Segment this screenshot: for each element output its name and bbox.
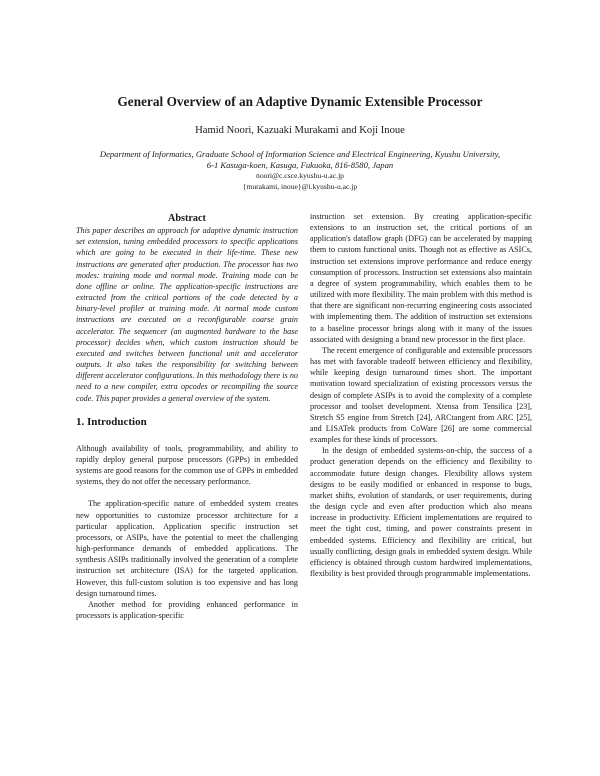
intro-paragraph-2: The application-specific nature of embedded system creates new opportunities to customize processor architecture for a particular application. Application specific instruction set processors, or ASIPs, have the potential to meet the challenging high-performance demands of embedded applications. The synthesis ASIPs traditionally involved the generation of a complete instruction set architecture (ISA) for the targeted application. However, this full-custom solution is too expensive and has long design turnaround times.	[76, 499, 298, 598]
right-paragraph-1: instruction set extension. By creating application-specific extensions to an instruction set, the critical portions of an application's dataflow graph (DFG) can be accelerated by mapping them to custom functional units. Though not as effective as ASICs, instruction set extensions improve performance and reduce energy consumption of processors. Instruction set extensions also maintain a degree of system programmability, which enables them to be utilized with more flexibility. The main problem with this method is that there are significant non-recurring engineering costs associated with implementing them. The addition of instruction set extensions to a baseline processor brings along with it many of the issues associated with designing a brand new processor in the first place.	[310, 212, 532, 344]
section-heading-introduction: 1. Introduction	[76, 415, 147, 428]
affiliation-block	[60, 149, 540, 192]
email-line-2: {murakami, inoue}@i.kyushu-u.ac.jp	[242, 181, 358, 191]
paper-authors: Hamid Noori, Kazuaki Murakami and Koji Inoue	[195, 125, 405, 136]
intro-paragraph-3: Another method for providing enhanced performance in processors is application-specific	[76, 599, 298, 620]
affiliation-line-2: 6-1 Kasuga-koen, Kasuga, Fukuoka, 816-8580, Japan	[206, 160, 394, 171]
abstract-text: This paper describes an approach for adaptive dynamic instruction set extension, tuning embedded processors to specific applications which are going to be executed in their life-time. These new instructions are generated after production. The processor has two modes: training mode and normal mode. Training mode can be done offline or online. The application-specific instructions are extracted from the critical portions of the code detected by a binary-level profiler at training mode. At normal mode custom instructions are executed on a reconfigurable coarse grain accelerator. The sequencer (an augmented hardware to the base processor) decides when, which custom instruction should be executed and switches between functional unit and accelerator outputs. It also takes the responsibility for switching between different accelerator configurations. In this methodology there is no need to a new compiler, extra opcodes or recompiling the source code. This paper provides a general overview of the system.	[76, 226, 298, 403]
abstract-heading: Abstract	[168, 213, 206, 224]
affiliation-line-1: Department of Informatics, Graduate School of Information Science and Electrical Engineering, Kyushu University,	[99, 149, 501, 159]
paper-title: General Overview of an Adaptive Dynamic Extensible Processor	[117, 94, 483, 109]
left-column	[76, 211, 298, 621]
right-paragraph-2: The recent emergence of configurable and extensible processors has met with favorable tradeoff between efficiency and flexibility, while keeping design turnaround times short. The important motivation toward specialization of existing processors versus the design of complete ASIPs is to avoid the complexity of a complete processor and toolset development. Xtensa from Tensilica [23], Stretch S5 engine from Stretch [24], ARCtangent from ARC [25], and LISATek products from CoWare [26] are some commercial examples for these kinds of processors.	[310, 345, 532, 445]
intro-paragraph-1: Although availability of tools, programmability, and ability to rapidly deploy general purpose processors (GPPs) in embedded systems are good reasons for the common use of GPPs in embedded systems, they do not offer the necessary performance.	[76, 443, 298, 487]
email-line-1: noori@c.csce.kyushu-u.ac.jp	[256, 171, 344, 181]
right-paragraph-3: In the design of embedded systems-on-chip, the success of a product generation depends on the efficiency and flexibility to accommodate future design changes. Flexibility allows system designs to be easily modified or enhanced in response to bugs, market shifts, evolution of standards, or user requirements, during the design cycle and even after production which also means increase in productivity. Efficient implementations are required to meet the tight cost, timing, and power constraints present in embedded systems. Efficiency and flexibility are critical, but usually conflicting, design goals in embedded system design. While efficiency is obtained through custom hardwired implementations, flexibility is best provided through programmable implementations.	[310, 446, 532, 578]
right-column	[310, 211, 532, 579]
